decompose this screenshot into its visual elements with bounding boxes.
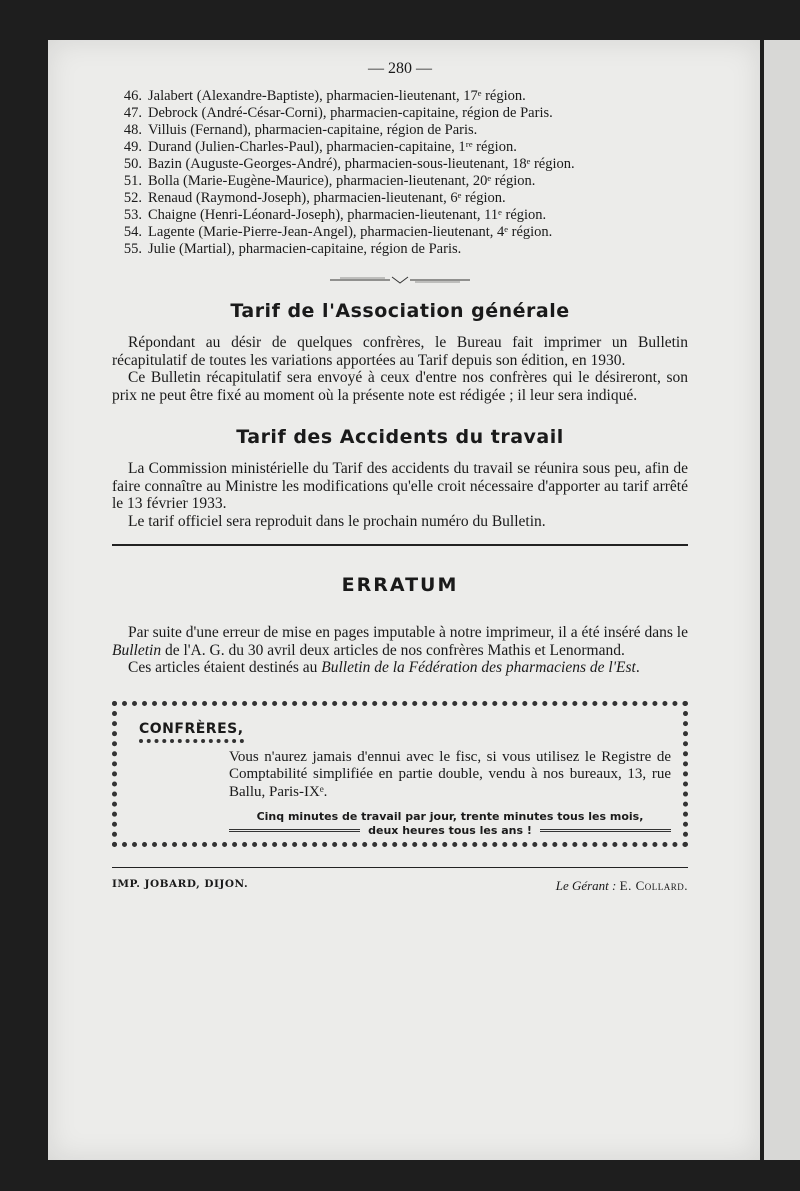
section-title-tarif-accidents: Tarif des Accidents du travail [236, 426, 564, 448]
paragraph: Le tarif officiel sera reproduit dans le prochain numéro du Bulletin. [128, 512, 546, 530]
list-item-text: Durand (Julien-Charles-Paul), pharmacien-capitaine, 1ʳᵉ région. [148, 139, 517, 155]
list-item-number: 55. [123, 241, 142, 257]
footer [112, 878, 688, 894]
list-item-text: Villuis (Fernand), pharmacien-capitaine, région de Paris. [148, 122, 478, 138]
ornament-divider [112, 272, 688, 282]
list-item [112, 190, 688, 207]
italic-run: Bulletin [112, 641, 162, 659]
footer-rule [112, 867, 688, 868]
paragraph: Répondant au désir de quelques confrères, le Bureau fait imprimer un Bulletin récapitulatif de toutes les variations apportées au Tarif depuis son édition, en 1930. [112, 334, 688, 369]
list-item-text: Jalabert (Alexandre-Baptiste), pharmacien-lieutenant, 17ᵉ région. [148, 88, 526, 104]
list-item-text: Lagente (Marie-Pierre-Jean-Angel), pharmacien-lieutenant, 4ᵉ région. [148, 224, 553, 240]
list-item-text: Debrock (André-César-Corni), pharmacien-capitaine, région de Paris. [148, 105, 553, 121]
erratum-title: ERRATUM [341, 574, 459, 596]
printer-imprint: IMP. JOBARD, DIJON. [112, 877, 249, 890]
list-item-number: 50. [123, 156, 142, 172]
list-item-number: 53. [123, 207, 142, 223]
page-number: — 280 — [368, 60, 432, 77]
paragraph: Ce Bulletin récapitulatif sera envoyé à ceux d'entre nos confrères qui le désireront, son prix ne peut être fixé au moment où la présente note est rédigée ; il leur sera indiqué. [112, 369, 688, 404]
italic-run: Bulletin de la Fédération des pharmaciens de l'Est [321, 659, 636, 676]
erratum-paragraph [112, 659, 688, 677]
manager-credit [556, 878, 688, 894]
paragraph: La Commission ministérielle du Tarif des accidents du travail se réunira sous peu, afin de faire connaître au Ministre les modifications qu'elle croit nécessaire d'apporter au tarif arrêté le 13 février 1933. [112, 460, 688, 512]
list-item [112, 156, 688, 173]
list-item [112, 224, 688, 241]
list-item-number: 51. [123, 173, 142, 189]
section-title-tarif-association: Tarif de l'Association générale [230, 300, 570, 322]
list-item [112, 88, 688, 105]
list-item-number: 49. [123, 139, 142, 155]
horizontal-rule [112, 544, 688, 546]
list-item [112, 207, 688, 224]
list-item [112, 139, 688, 156]
list-item-text: Bazin (Auguste-Georges-André), pharmacien-sous-lieutenant, 18ᵉ région. [148, 156, 575, 172]
advertisement-box [112, 701, 688, 847]
list-item-text: Bolla (Marie-Eugène-Maurice), pharmacien-lieutenant, 20ᵉ région. [148, 173, 536, 189]
manager-name: E. Collard. [619, 877, 688, 893]
list-item-number: 48. [123, 122, 142, 138]
list-item-number: 47. [123, 105, 142, 121]
list-item-number: 54. [123, 224, 142, 240]
ad-text: Vous n'aurez jamais d'ennui avec le fisc, si vous utilisez le Registre de Comptabilité simplifiée en partie double, vendu à nos bureaux, 13, rue Ballu, Paris-IXᵉ. [229, 748, 671, 800]
text-run: de l'A. G. du 30 avril deux articles de nos confrères Mathis et Lenormand. [161, 641, 625, 659]
text-run: . [635, 659, 640, 676]
ad-slogan-line1: Cinq minutes de travail par jour, trente minutes tous les mois, [256, 810, 644, 823]
adjacent-page-edge [764, 40, 800, 1160]
double-rule [229, 829, 360, 832]
ad-slogan-text: deux heures tous les ans ! [368, 824, 532, 837]
list-item-number: 46. [123, 88, 142, 104]
list-item [112, 105, 688, 122]
text-run: Par suite d'une erreur de mise en pages imputable à notre imprimeur, il a été inséré dans le [128, 624, 688, 641]
list-item [112, 122, 688, 139]
double-rule [540, 829, 671, 832]
list-item [112, 173, 688, 190]
manager-label: Le Gérant : [555, 877, 617, 893]
list-item [112, 241, 688, 258]
ad-heading: CONFRÈRES, [139, 721, 244, 743]
text-run: Ces articles étaient destinés au [128, 659, 322, 676]
list-item-text: Renaud (Raymond-Joseph), pharmacien-lieutenant, 6ᵉ région. [148, 190, 506, 206]
erratum-paragraph [112, 624, 688, 659]
list-item-text: Julie (Martial), pharmacien-capitaine, région de Paris. [148, 241, 462, 257]
page-content [112, 60, 688, 894]
list-item-text: Chaigne (Henri-Léonard-Joseph), pharmacien-lieutenant, 11ᵉ région. [148, 207, 547, 223]
list-item-number: 52. [123, 190, 142, 206]
member-list [112, 88, 688, 258]
ad-slogan-line2 [229, 824, 671, 837]
